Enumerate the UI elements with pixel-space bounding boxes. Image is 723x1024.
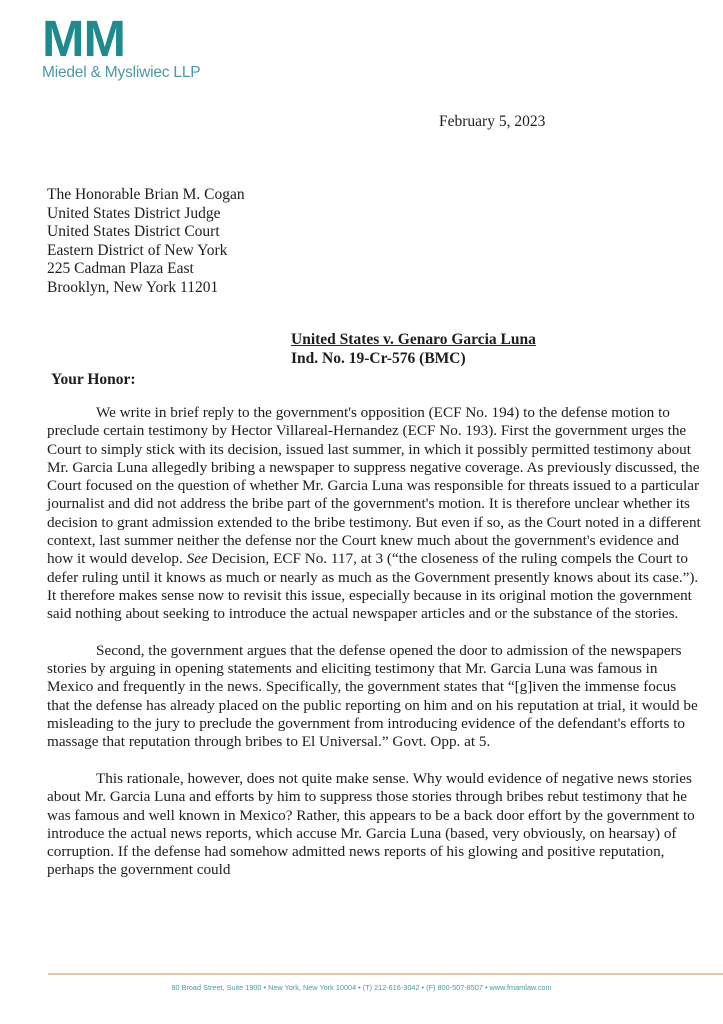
address-line: The Honorable Brian M. Cogan	[47, 186, 245, 203]
footer-contact: 80 Broad Street, Suite 1900 • New York, New York 10004 • (T) 212-616-3042 • (F) 800-507-8507 • www.fmamlaw.com	[171, 983, 552, 992]
paragraph-text: We write in brief reply to the government's opposition (ECF No. 194) to the defense motion to preclude certain testimony by Hector Villareal-Hernandez (ECF No. 193). First the government urges the Court to simply stick with its decision, issued last summer, in which it possibly permitted testimony about Mr. Garcia Luna allegedly bribing a newspaper to suppress negative coverage. As previously discussed, the Court focused on the question of whether Mr. Garcia Luna was responsible for threats issued to a particular journalist and did not address the bribe part of the government's motion. It is therefore unclear whether its decision to grant admission extended to the bribe testimony. But even if so, as the Court noted in a different context, last summer neither the defense nor the Court knew much about the government's evidence and how it would develop.	[47, 404, 701, 568]
footer-divider	[48, 973, 723, 975]
body-paragraph: Second, the government argues that the defense opened the door to admission of the newspapers stories by arguing in opening statements and eliciting testimony that Mr. Garcia Luna was famous in Mexico and frequently in the news. Specifically, the government states that “[g]iven the immense focus that the defense has already placed on the public reporting on him and on his reputation at trial, it would be misleading to the jury to preclude the government from introducing evidence of the defendant's efforts to massage that reputation through bribes to El Universal.” Govt. Opp. at 5.	[47, 641, 698, 751]
address-line: 225 Cadman Plaza East	[47, 260, 194, 277]
case-caption	[291, 331, 536, 368]
letter-body	[47, 404, 702, 898]
indictment-number: Ind. No. 19-Cr-576 (BMC)	[291, 349, 466, 367]
letter-date: February 5, 2023	[439, 113, 546, 130]
body-paragraph	[47, 404, 702, 624]
address-line: Eastern District of New York	[47, 241, 228, 259]
address-line: Brooklyn, New York 11201	[47, 278, 219, 296]
address-line: United States District Court	[47, 223, 220, 240]
salutation: Your Honor:	[51, 371, 136, 388]
logo-mark: MM	[42, 10, 125, 67]
address-line: United States District Judge	[47, 204, 221, 222]
body-paragraph: This rationale, however, does not quite make sense. Why would evidence of negative news stories about Mr. Garcia Luna and efforts by him to suppress those stories through bribes rebut testimony that he was famous and well known in Mexico? Rather, this appears to be a back door effort by the government to introduce the actual news reports, which accuse Mr. Garcia Luna (based, very obviously, on hearsay) of corruption. If the defense had somehow admitted news reports of his glowing and positive reputation, perhaps the government could	[47, 769, 695, 879]
firm-name: Miedel & Mysliwiec LLP	[42, 64, 201, 81]
case-name: United States v. Genaro Garcia Luna	[291, 331, 536, 348]
paragraph-text: Decision, ECF No. 117, at 3 (“the closeness of the ruling compels the Court to defer ruling until it knows as much or nearly as much as the Government presently knows about its case.”). It therefore makes sense now to revisit this issue, especially because in its original motion the government said nothing about seeking to introduce the actual newspaper articles and or the substance of the stories.	[47, 550, 699, 623]
recipient-address	[47, 186, 245, 297]
citation-signal: See	[186, 550, 208, 568]
firm-logo	[42, 10, 201, 82]
